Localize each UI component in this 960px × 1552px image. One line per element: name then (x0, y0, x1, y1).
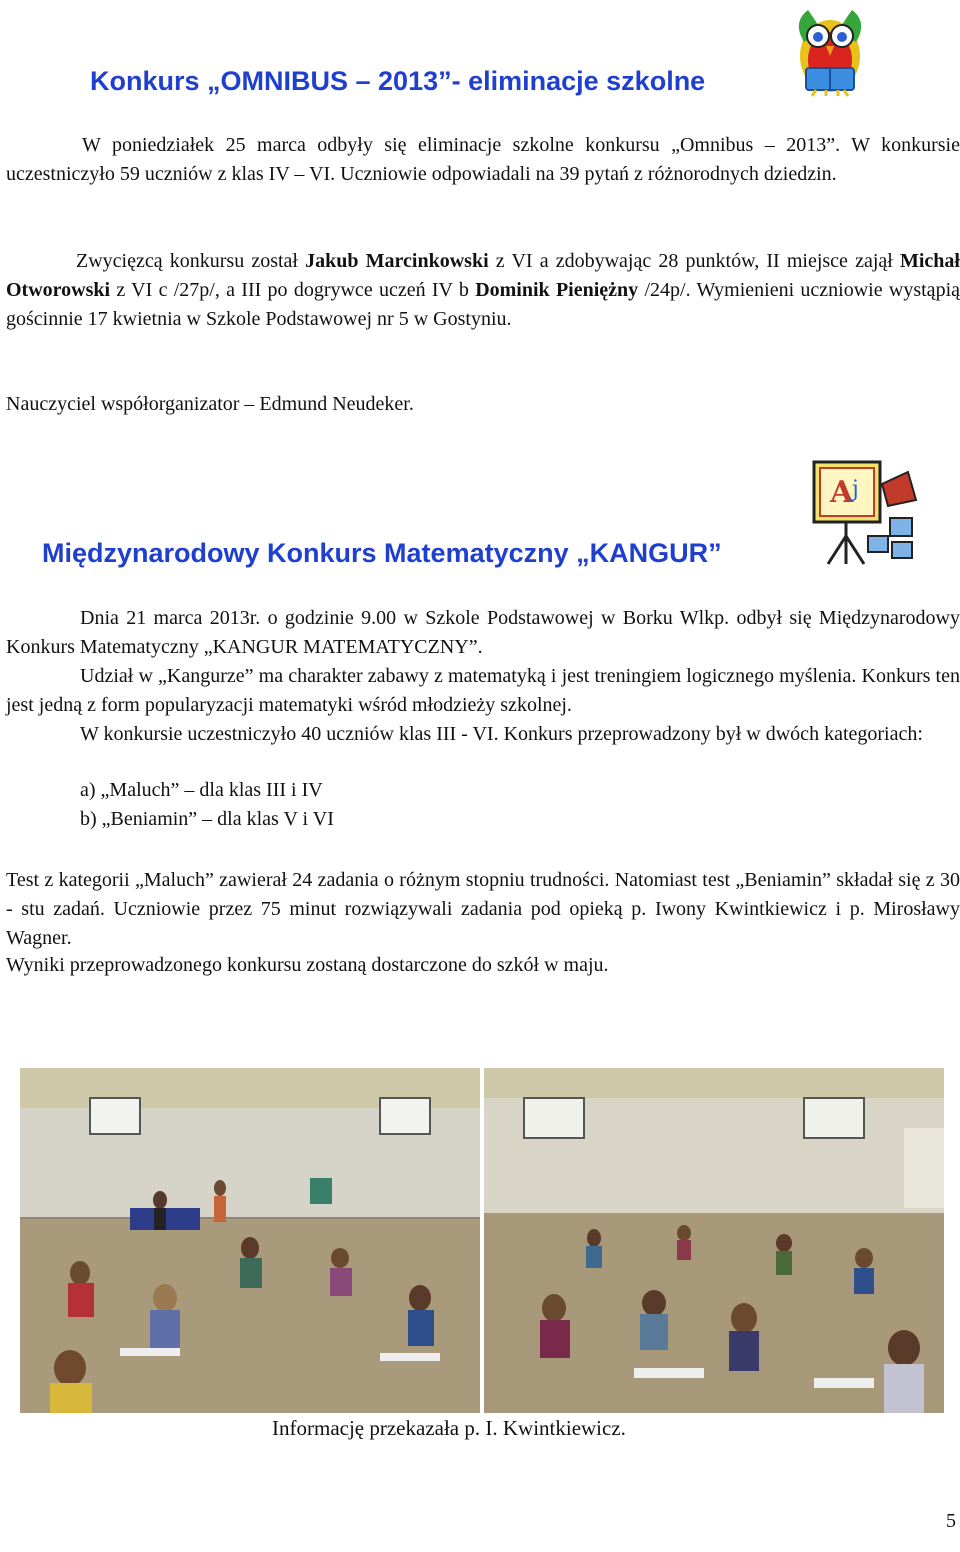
page-number: 5 (946, 1510, 956, 1532)
kangur-para-1-text: Dnia 21 marca 2013r. o godzinie 9.00 w Szkole Podstawowej w Borku Wlkp. odbył się Międzynarodowy Konkurs Matematyczny „KANGUR MATEMATYCZNY”. (6, 607, 960, 658)
section-title-omnibus: Konkurs „OMNIBUS – 2013”- eliminacje szkolne (90, 66, 706, 96)
section-title-kangur: Międzynarodowy Konkurs Matematyczny „KANGUR” (42, 538, 722, 568)
omnibus-intro-text: W poniedziałek 25 marca odbyły się eliminacje szkolne konkursu „Omnibus – 2013”. W konkursie uczestniczyło 59 uczniów z klas IV – VI. Uczniowie odpowiadali na 39 pytań z różnorodnych dziedzin. (6, 134, 960, 185)
owl-clipart (782, 2, 878, 98)
kangur-results: Wyniki przeprowadzonego konkursu zostaną dostarczone do szkół w maju. (6, 954, 609, 976)
projector-clipart (808, 456, 924, 572)
photo-gym-right (484, 1068, 944, 1413)
winners-text-c: z VI c /27p/, a III po dogrywce uczeń IV b (110, 279, 476, 301)
kangur-para-1 (6, 604, 960, 662)
kangur-test-info (6, 866, 960, 953)
omnibus-teacher: Nauczyciel współorganizator – Edmund Neudeker. (6, 393, 414, 415)
svg-text:A: A (830, 475, 854, 510)
winners-text-d: /24p/. Wymienieni uczniowie wystąpią gościnnie 17 kwietnia w Szkole Podstawowej nr 5 w Gostyniu. (6, 279, 960, 330)
kangur-para-3-text: W konkursie uczestniczyło 40 uczniów klas III - VI. Konkurs przeprowadzony był w dwóch kategoriach: (80, 723, 923, 745)
kangur-para-2 (6, 662, 960, 720)
winners-text-a: Zwycięzcą konkursu został (76, 250, 306, 272)
photo-gym-left (20, 1068, 480, 1413)
winner-third: Dominik Pieniężny (475, 279, 639, 301)
omnibus-winners (6, 247, 960, 334)
category-beniamin: b) „Beniamin” – dla klas V i VI (80, 808, 334, 830)
svg-text:j: j (852, 477, 859, 502)
winners-text-b: z VI a zdobywając 28 punktów, II miejsce zajął (488, 250, 900, 272)
kangur-para-3 (6, 720, 960, 749)
omnibus-intro (6, 131, 960, 189)
kangur-test-info-text: Test z kategorii „Maluch” zawierał 24 zadania o różnym stopniu trudności. Natomiast test „Beniamin” składał się z 30 - stu zadań. Uczniowie przez 75 minut rozwiązywali zadania pod opieką p. Iwony Kwintkiewicz i p. Mirosławy Wagner. (6, 869, 960, 949)
info-caption: Informację przekazała p. I. Kwintkiewicz. (272, 1416, 626, 1440)
winner-second: Michał Otworowski (6, 250, 960, 301)
category-maluch: a) „Maluch” – dla klas III i IV (80, 779, 323, 801)
winner-first: Jakub Marcinkowski (305, 250, 489, 272)
kangur-para-2-text: Udział w „Kangurze” ma charakter zabawy z matematyką i jest treningiem logicznego myślenia. Konkurs ten jest jedną z form popularyzacji matematyki wśród młodzieży szkolnej. (6, 665, 960, 716)
